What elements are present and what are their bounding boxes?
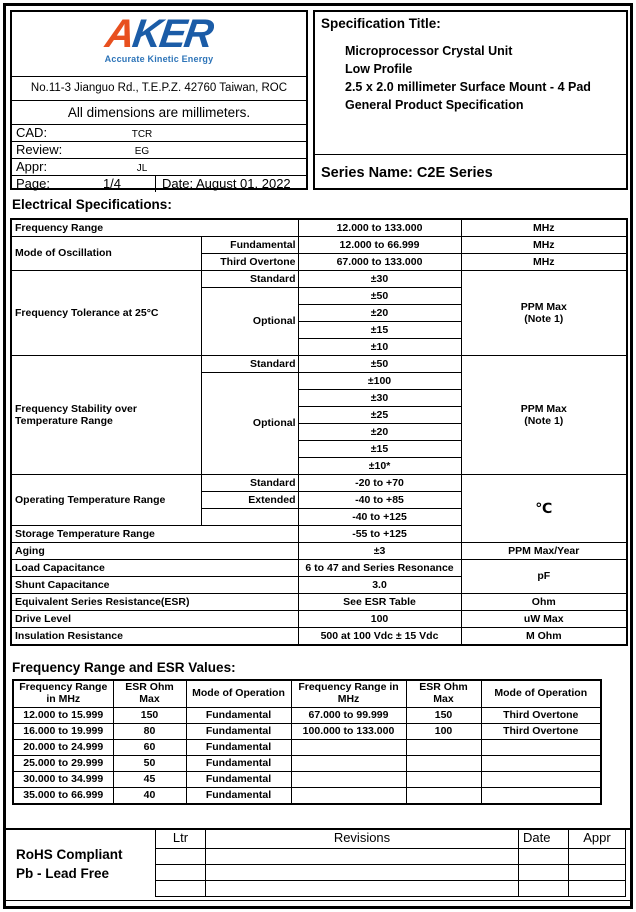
table-header-row <box>156 829 626 849</box>
review-label: Review: <box>16 142 63 157</box>
value-cell: 12.000 to 133.000 <box>298 219 461 237</box>
appr-label: Appr: <box>16 159 48 174</box>
value-cell: ±20 <box>298 305 461 322</box>
param-cell: Aging <box>11 543 298 560</box>
page-number: 1/4 <box>102 176 122 191</box>
param-cell: Frequency Tolerance at 25°C <box>11 271 201 356</box>
esr-values-table <box>12 679 602 805</box>
title-block <box>10 10 308 190</box>
esr-cell: 16.000 to 19.999 <box>13 724 113 740</box>
aker-logo <box>104 14 215 54</box>
value-cell: ±10* <box>298 458 461 475</box>
table-row <box>13 788 601 805</box>
esr-cell: 60 <box>113 740 186 756</box>
param-cell: Load Capacitance <box>11 560 298 577</box>
value-cell: ±50 <box>298 288 461 305</box>
value-cell: ±100 <box>298 373 461 390</box>
param-cell: Mode of Oscillation <box>11 237 201 271</box>
unit-cell: M Ohm <box>461 628 627 646</box>
esr-cell <box>406 740 481 756</box>
spec-title-block <box>313 10 628 190</box>
esr-cell: 80 <box>113 724 186 740</box>
page-label: Page: <box>16 176 50 191</box>
rohs-line: Pb - Lead Free <box>16 865 110 881</box>
spec-title-box <box>315 12 626 154</box>
column-header: ESR Ohm Max <box>406 680 481 708</box>
sub-label-cell: Standard <box>201 271 298 288</box>
esr-cell: Fundamental <box>186 788 291 805</box>
esr-cell <box>481 740 601 756</box>
value-cell: ±10 <box>298 339 461 356</box>
esr-cell <box>291 756 406 772</box>
esr-values-heading: Frequency Range and ESR Values: <box>12 660 236 675</box>
sub-label-cell <box>201 509 298 526</box>
esr-cell <box>291 788 406 805</box>
esr-cell <box>291 740 406 756</box>
param-cell: Frequency Range <box>11 219 298 237</box>
unit-line: (Note 1) <box>524 313 564 325</box>
esr-cell: 35.000 to 66.999 <box>13 788 113 805</box>
column-header: Frequency Range in MHz <box>291 680 406 708</box>
sub-label-cell: Fundamental <box>201 237 298 254</box>
column-header: Ltr <box>156 829 206 849</box>
value-cell: ±3 <box>298 543 461 560</box>
unit-cell: ℃ <box>461 475 627 543</box>
table-row <box>11 237 627 254</box>
esr-cell: 12.000 to 15.999 <box>13 708 113 724</box>
esr-cell <box>406 772 481 788</box>
table-row <box>11 271 627 288</box>
spec-title-line: 2.5 x 2.0 millimeter Surface Mount - 4 Pad <box>345 80 591 95</box>
spec-title-line: Microprocessor Crystal Unit <box>345 44 513 58</box>
appr-row <box>12 158 306 175</box>
table-row <box>11 594 627 611</box>
rev-cell <box>519 881 569 897</box>
esr-cell: 150 <box>113 708 186 724</box>
logo-letter-a: A <box>103 12 137 56</box>
value-cell: ±50 <box>298 356 461 373</box>
electrical-specs-heading: Electrical Specifications: <box>12 197 172 212</box>
unit-cell: pF <box>461 560 627 594</box>
rev-cell <box>206 881 519 897</box>
esr-cell: Third Overtone <box>481 724 601 740</box>
column-header: Date <box>519 829 569 849</box>
rev-cell <box>156 881 206 897</box>
rev-cell <box>519 849 569 865</box>
column-header: Appr <box>569 829 626 849</box>
sub-label-cell: Optional <box>201 288 298 356</box>
unit-cell: MHz <box>461 237 627 254</box>
sub-label-cell: Optional <box>201 373 298 475</box>
value-cell: -40 to +85 <box>298 492 461 509</box>
bottom-divider-line <box>4 900 632 901</box>
unit-cell: Ohm <box>461 594 627 611</box>
esr-cell: 20.000 to 24.999 <box>13 740 113 756</box>
rohs-line: RoHS Compliant <box>16 847 123 862</box>
param-cell: Operating Temperature Range <box>11 475 201 526</box>
unit-cell: MHz <box>461 219 627 237</box>
rev-cell <box>569 849 626 865</box>
unit-line: PPM Max <box>520 402 567 415</box>
rev-cell <box>156 865 206 881</box>
value-cell: ±15 <box>298 441 461 458</box>
table-row <box>11 475 627 492</box>
column-header: Mode of Operation <box>186 680 291 708</box>
column-header: ESR Ohm Max <box>113 680 186 708</box>
unit-cell <box>461 356 627 475</box>
esr-cell <box>406 756 481 772</box>
cad-label: CAD: <box>16 125 48 140</box>
cad-value: TCR <box>131 129 153 140</box>
spec-title-label: Specification Title: <box>321 16 441 31</box>
table-row <box>13 740 601 756</box>
esr-cell: Fundamental <box>186 756 291 772</box>
esr-cell: Fundamental <box>186 740 291 756</box>
value-cell: 6 to 47 and Series Resonance <box>298 560 461 577</box>
electrical-specifications-table <box>10 218 628 646</box>
esr-cell <box>406 788 481 805</box>
unit-cell: MHz <box>461 254 627 271</box>
table-row <box>13 724 601 740</box>
table-row <box>11 560 627 577</box>
rev-cell <box>156 849 206 865</box>
review-row <box>12 141 306 158</box>
sub-label-cell: Third Overtone <box>201 254 298 271</box>
logo-cell <box>12 12 306 76</box>
company-address: No.11-3 Jianguo Rd., T.E.P.Z. 42760 Taiwan, ROC <box>12 76 306 100</box>
unit-cell: uW Max <box>461 611 627 628</box>
esr-cell: 45 <box>113 772 186 788</box>
esr-cell: 150 <box>406 708 481 724</box>
value-cell: 67.000 to 133.000 <box>298 254 461 271</box>
param-cell: Frequency Stability over Temperature Range <box>11 356 201 475</box>
unit-line: PPM Max <box>520 300 567 313</box>
esr-cell: 100 <box>406 724 481 740</box>
spec-title-lines <box>345 42 591 115</box>
document-date: Date: August 01, 2022 <box>162 176 291 191</box>
spec-title-line: Low Profile <box>345 62 413 77</box>
param-cell: Drive Level <box>11 611 298 628</box>
column-header: Frequency Range in MHz <box>13 680 113 708</box>
sub-label-cell: Standard <box>201 356 298 373</box>
page-date-row <box>12 175 306 192</box>
table-row <box>13 756 601 772</box>
esr-cell: 50 <box>113 756 186 772</box>
table-row <box>156 865 626 881</box>
spec-title-line: General Product Specification <box>345 98 524 113</box>
unit-cell: PPM Max/Year <box>461 543 627 560</box>
dimensions-note: All dimensions are millimeters. <box>12 100 306 124</box>
esr-cell: 30.000 to 34.999 <box>13 772 113 788</box>
table-row <box>11 356 627 373</box>
rohs-statement <box>16 846 123 884</box>
column-header: Mode of Operation <box>481 680 601 708</box>
esr-cell: Fundamental <box>186 772 291 788</box>
param-cell: Storage Temperature Range <box>11 526 298 543</box>
logo-letters-ker: KER <box>130 12 215 56</box>
table-row <box>13 772 601 788</box>
page-row-divider <box>155 176 156 192</box>
value-cell: 12.000 to 66.999 <box>298 237 461 254</box>
value-cell: -55 to +125 <box>298 526 461 543</box>
table-row <box>11 611 627 628</box>
value-cell: -20 to +70 <box>298 475 461 492</box>
series-name: Series Name: C2E Series <box>315 154 626 192</box>
value-cell: ±20 <box>298 424 461 441</box>
esr-cell <box>291 772 406 788</box>
table-row <box>13 708 601 724</box>
cad-row <box>12 124 306 141</box>
param-cell: Shunt Capacitance <box>11 577 298 594</box>
column-header: Revisions <box>206 829 519 849</box>
table-row <box>11 219 627 237</box>
logo-tagline: Accurate Kinetic Energy <box>104 54 214 64</box>
rev-cell <box>569 881 626 897</box>
esr-cell <box>481 756 601 772</box>
esr-cell: Fundamental <box>186 724 291 740</box>
esr-cell: 40 <box>113 788 186 805</box>
rev-cell <box>569 865 626 881</box>
esr-cell: 67.000 to 99.999 <box>291 708 406 724</box>
sub-label-cell: Standard <box>201 475 298 492</box>
esr-cell <box>481 788 601 805</box>
esr-cell: 100.000 to 133.000 <box>291 724 406 740</box>
table-row <box>156 849 626 865</box>
rev-cell <box>519 865 569 881</box>
value-cell: See ESR Table <box>298 594 461 611</box>
table-row <box>11 628 627 646</box>
revisions-table <box>155 828 626 897</box>
value-cell: -40 to +125 <box>298 509 461 526</box>
table-row <box>156 881 626 897</box>
esr-cell: 25.000 to 29.999 <box>13 756 113 772</box>
appr-value: JL <box>136 163 148 174</box>
value-cell: 500 at 100 Vdc ± 15 Vdc <box>298 628 461 646</box>
value-cell: ±30 <box>298 390 461 407</box>
esr-cell: Third Overtone <box>481 708 601 724</box>
unit-cell <box>461 271 627 356</box>
rev-cell <box>206 865 519 881</box>
table-row <box>11 543 627 560</box>
value-cell: 3.0 <box>298 577 461 594</box>
value-cell: ±25 <box>298 407 461 424</box>
param-cell: Equivalent Series Resistance(ESR) <box>11 594 298 611</box>
rev-cell <box>206 849 519 865</box>
unit-line: (Note 1) <box>524 415 564 427</box>
esr-cell <box>481 772 601 788</box>
sub-label-cell: Extended <box>201 492 298 509</box>
review-value: EG <box>134 146 150 157</box>
table-header-row <box>13 680 601 708</box>
value-cell: 100 <box>298 611 461 628</box>
esr-cell: Fundamental <box>186 708 291 724</box>
param-cell: Insulation Resistance <box>11 628 298 646</box>
value-cell: ±30 <box>298 271 461 288</box>
value-cell: ±15 <box>298 322 461 339</box>
